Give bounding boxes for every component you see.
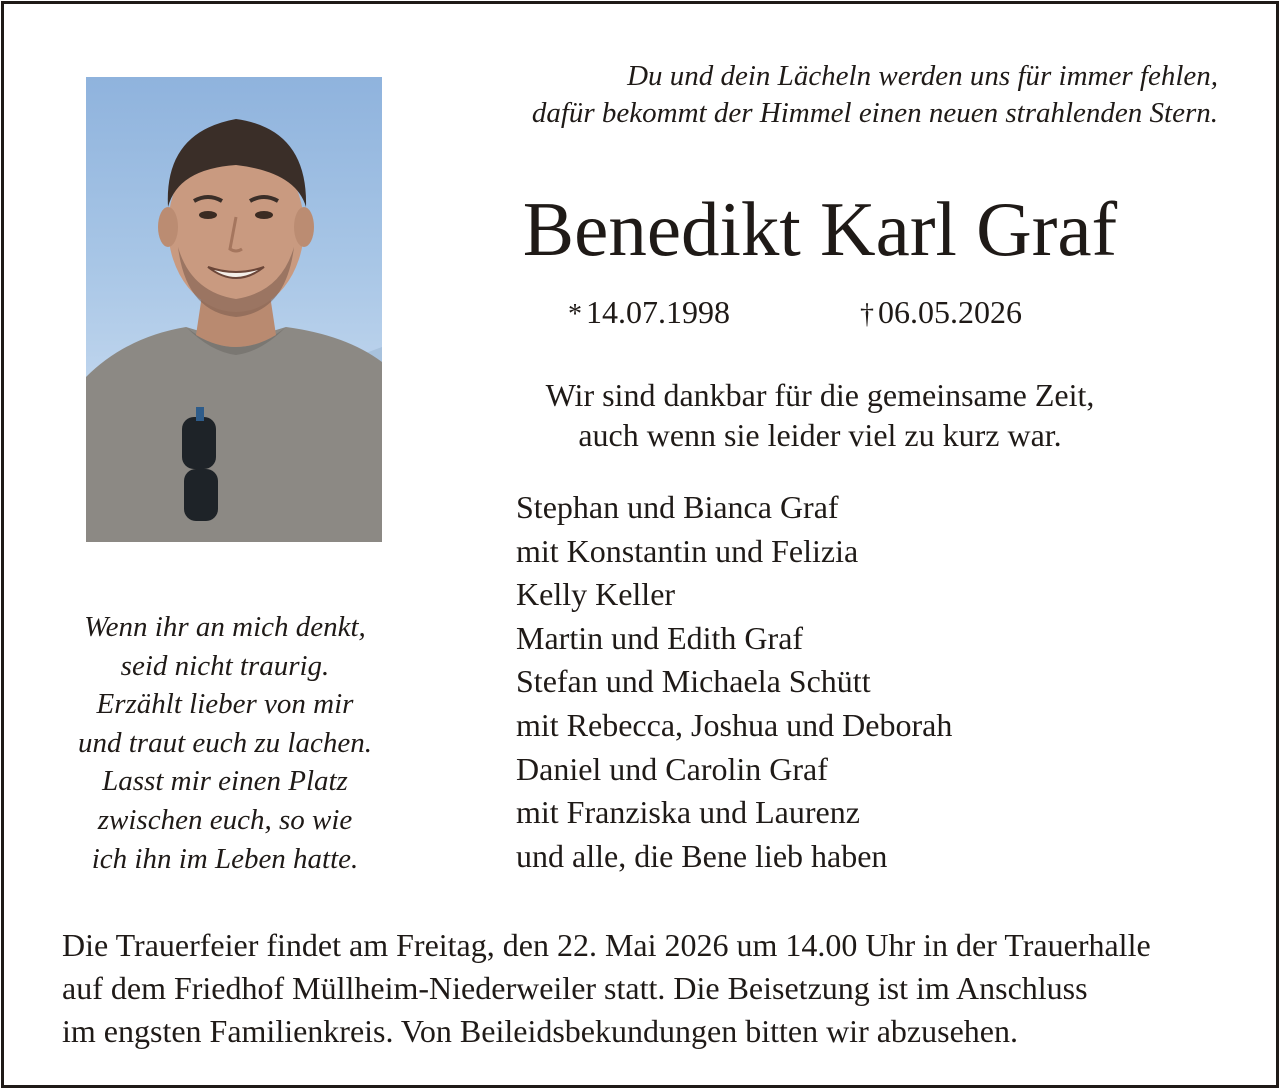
poem-line: ich ihn im Leben hatte. bbox=[91, 842, 359, 875]
portrait-illustration bbox=[86, 77, 382, 542]
poem-line: Lasst mir einen Platz bbox=[102, 765, 348, 798]
portrait-photo bbox=[86, 77, 382, 542]
announcement-line: Die Trauerfeier findet am Freitag, den 22. Mai 2026 um 14.00 Uhr in der Trauerhalle bbox=[62, 927, 1151, 963]
gratitude-text bbox=[440, 375, 1200, 455]
announcement-line: im engsten Familienkreis. Von Beileidsbekundungen bitten wir abzusehen. bbox=[62, 1013, 1018, 1049]
poem bbox=[50, 608, 400, 878]
mourner-line: und alle, die Bene lieb haben bbox=[516, 837, 888, 874]
mourner-line: Stephan und Bianca Graf bbox=[516, 489, 839, 525]
mourner-line: Daniel und Carolin Graf bbox=[516, 750, 828, 787]
poem-line: zwischen euch, so wie bbox=[97, 803, 353, 836]
death-date-value: 06.05.2026 bbox=[878, 294, 1022, 330]
birth-date bbox=[568, 294, 730, 331]
birth-date-value: 14.07.1998 bbox=[586, 294, 730, 330]
mourner-line: mit Konstantin und Felizia bbox=[516, 532, 859, 569]
gratitude-line-1: Wir sind dankbar für die gemeinsame Zeit, bbox=[545, 377, 1095, 413]
mourner-line: Stefan und Michaela Schütt bbox=[516, 663, 871, 700]
death-symbol: † bbox=[860, 299, 874, 330]
motto-line-1: Du und dein Lächeln werden uns für immer fehlen, bbox=[627, 60, 1218, 92]
mourner-line: mit Rebecca, Joshua und Deborah bbox=[516, 706, 953, 743]
poem-line: und traut euch zu lachen. bbox=[78, 726, 372, 759]
poem-line: Erzählt lieber von mir bbox=[96, 688, 354, 721]
poem-line: Wenn ihr an mich denkt, bbox=[84, 611, 366, 643]
deceased-name: Benedikt Karl Graf bbox=[522, 186, 1118, 272]
motto-line-2: dafür bekommt der Himmel einen neuen strahlenden Stern. bbox=[531, 97, 1218, 129]
poem-line: seid nicht traurig. bbox=[120, 649, 330, 682]
mourner-line: Martin und Edith Graf bbox=[516, 619, 804, 656]
funeral-announcement bbox=[62, 924, 1242, 1053]
mourner-line: Kelly Keller bbox=[516, 576, 676, 613]
mourner-line: mit Franziska und Laurenz bbox=[516, 794, 860, 831]
birth-symbol: * bbox=[568, 299, 582, 330]
mourners-list bbox=[516, 486, 1156, 878]
gratitude-line-2: auch wenn sie leider viel zu kurz war. bbox=[578, 417, 1062, 453]
announcement-line: auf dem Friedhof Müllheim-Niederweiler statt. Die Beisetzung ist im Anschluss bbox=[62, 970, 1088, 1006]
death-date bbox=[860, 294, 1022, 331]
motto bbox=[398, 58, 1218, 132]
